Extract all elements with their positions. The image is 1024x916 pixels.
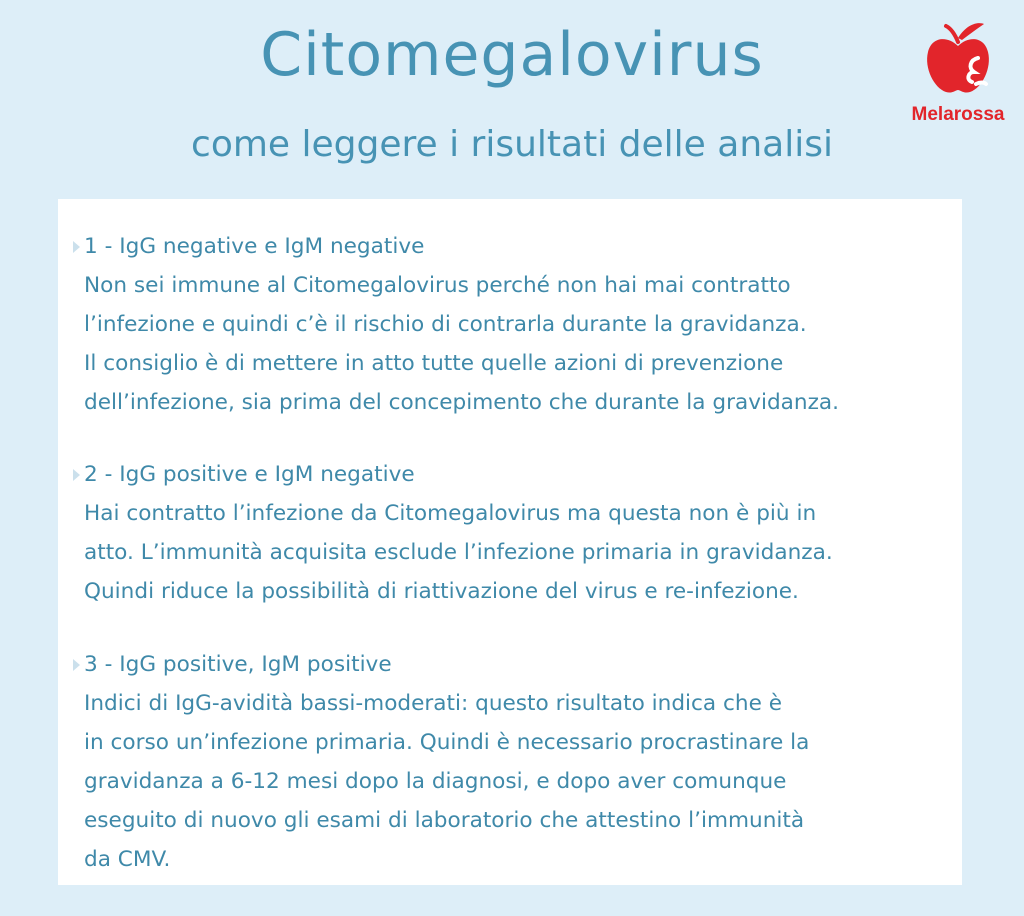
triangle-marker-icon (73, 241, 80, 253)
page-title: Citomegalovirus (260, 20, 764, 90)
page-subtitle: come leggere i risultati delle analisi (191, 124, 833, 165)
section-title: 1 - IgG negative e IgM negative (84, 234, 425, 259)
section-body: Hai contratto l’infezione da Citomegalovirus ma questa non è più in atto. L’immunità acquisita esclude l’infezione primaria in gravidanza. Quindi riduce la possibilità di riattivazione del virus e re-infezione. (84, 501, 833, 604)
brand-logo (898, 18, 1018, 130)
section-body: Indici di IgG-avidità bassi-moderati: questo risultato indica che è in corso un’infezione primaria. Quindi è necessario procrastinare la gravidanza a 6-12 mesi dopo la diagnosi, e dopo aver comunque eseguito di nuovo gli esami di laboratorio che attestino l’immunità da CMV. (84, 691, 810, 872)
result-section (84, 645, 954, 879)
triangle-marker-icon (73, 469, 80, 481)
result-section (84, 455, 954, 611)
red-apple-icon (918, 18, 998, 98)
brand-name: Melarossa (911, 104, 1005, 125)
section-title: 3 - IgG positive, IgM positive (84, 652, 392, 677)
result-section (84, 227, 954, 422)
section-title: 2 - IgG positive e IgM negative (84, 462, 415, 487)
results-card (58, 199, 962, 885)
section-body: Non sei immune al Citomegalovirus perché non hai mai contratto l’infezione e quindi c’è il rischio di contrarla durante la gravidanza. Il consiglio è di mettere in atto tutte quelle azioni di prevenzione dell’infezione, sia prima del concepimento che durante la gravidanza. (84, 273, 840, 415)
triangle-marker-icon (73, 659, 80, 671)
